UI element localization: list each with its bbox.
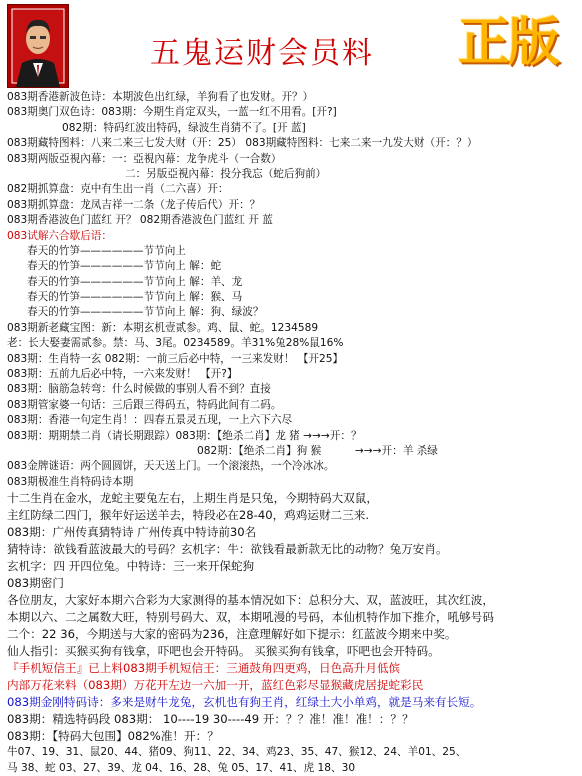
line-brain-teaser: 083期：脑筋急转弯：什么时候做的事别人看不到？直接 xyxy=(7,383,271,396)
line-big-surround: 083期：【特码大包围】082%准！开：？ xyxy=(7,729,219,744)
line-zodiac-special-083b: 083期：五前九后必中特，一六来发财！ 【开?】 xyxy=(7,368,238,381)
line-friends-2: 本期以六、二之属数大旺，特别号码大、双，本期吼漫的号码，本仙机特作加下推介，吼够号码 xyxy=(7,610,494,625)
line-abacus-082: 082期抓算盘：克中有生出一肖（二六喜）开： xyxy=(7,183,229,196)
line-treasure-map-old: 老：长大娶妻需贰参。禁：马、3尾。0234589。羊31%兔28%鼠16% xyxy=(7,337,344,350)
line-hidden-special-chart: 083期藏特图料：八来二来三七发大财（开：25） 083期藏特图料：七来二来一九发大财（开：？） xyxy=(7,137,478,150)
line-bamboo-4: 春天的竹笋——————节节向上 解：猴、马 xyxy=(27,291,243,304)
content-lines xyxy=(7,90,577,776)
page-title: 五鬼运财会员料 xyxy=(150,36,374,71)
portrait-photo xyxy=(7,4,69,88)
line-treasure-map-new: 083期新老藏宝图：新：本期玄机壹贰参。鸡、鼠、蛇。1234589 xyxy=(7,321,319,334)
line-numbers-1: 牛07、19、31、鼠20、44、猪09、狗11、22、34、鸡23、35、47、猴12、24、羊01、25、 xyxy=(7,746,467,759)
header xyxy=(0,0,582,88)
line-immortal-guide: 仙人指引：买猴买狗有钱拿，吓吧也会开特码。 买猴买狗有钱拿，吓吧也会开特码。 xyxy=(7,644,440,659)
line-guess-poem: 猜特诗：欲钱看蓝波最大的号码？玄机字：牛：欲钱看最新款无比的动物？兔万安肖。 xyxy=(7,542,448,557)
line-bamboo-5: 春天的竹笋——————节节向上 解：狗、绿波？ xyxy=(27,306,264,319)
line-riddle-heading: 083试解六合歇后语： xyxy=(7,229,112,242)
authentic-stamp: 正版 xyxy=(458,13,559,73)
line-hk-wave-color-poem: 083期香港新波色诗：本期波色出红绿，羊狗看了也发财。开？） xyxy=(7,91,314,103)
line-bamboo-3: 春天的竹笋——————节节向上 解：羊、龙 xyxy=(27,275,243,288)
line-macau-double-color-poem: 083期奥门双色诗：083期：今期生肖定双头，一蓝一红不用看。[开?] xyxy=(7,106,337,119)
line-mystery-word: 玄机字：四 开四位兔。中特诗：三一来开保蛇狗 xyxy=(7,559,255,574)
line-hk-wave-gate: 083期香港波色门蓝红 开？ 082期香港波色门蓝红 开 蓝 xyxy=(7,214,273,227)
line-zodiac-poem-heading: 083期极准生肖特码诗本期 xyxy=(7,475,134,488)
line-housekeeper: 083期管家婆一句话：三后跟三得码五，特码此间有二码。 xyxy=(7,398,282,411)
line-bamboo-1: 春天的竹笋——————节节向上 xyxy=(27,244,186,257)
line-zodiac-poem-2: 主红防绿二四门，猴年好运送羊去，特段必在28-40，鸡鸡运财二三来. xyxy=(7,508,370,523)
line-bamboo-2: 春天的竹笋——————节节向上 解：蛇 xyxy=(27,260,222,273)
line-abacus-083: 083期抓算盘：龙凤吉祥一二条（龙子传后代）开：？ xyxy=(7,198,261,211)
line-guangzhou-fax: 083期：广州传真猜特诗 广州传真中特诗前30名 xyxy=(7,525,257,540)
line-friends-1: 各位朋友，大家好本期六合彩为大家测得的基本情况如下：总积分大、双，蓝波旺，其次红波， xyxy=(7,593,494,608)
line-secret-gate: 083期密门 xyxy=(7,576,64,591)
line-zodiac-special-083: 083期：生肖特一玄 082期：一前三后必中特，一三来发财！ 【开25】 xyxy=(7,352,344,365)
line-ban-two-082 xyxy=(7,444,577,459)
line-atv-inside-2: 二：另版亞視內幕：投分我忘（蛇后狗前） xyxy=(125,167,327,180)
ban-two-082-text: 082期：【绝杀二肖】狗 猴 →→→开：羊 杀绿 xyxy=(197,444,438,457)
line-numbers-2: 马 38、蛇 03、27、39、龙 04、16、28、兔 05、17、41、虎 18、30 xyxy=(7,761,356,774)
line-selected-range: 083期：精选特码段 083期： 10----19 30----49 开：？？准！准！准！：？？ xyxy=(7,712,414,727)
line-ban-two-083: 083期：期期禁二肖（请长期跟踪）083期：【绝杀二肖】龙 猪 →→→开：？ xyxy=(7,429,362,442)
line-hk-one-sentence: 083期：香港一句定生肖！：四春五景灵五现，一上六下六尽 xyxy=(7,414,293,427)
line-zodiac-poem-1: 十二生肖在金水，龙蛇主要兔左右，上期生肖是只兔，今期特码大双鼠， xyxy=(7,491,379,506)
line-friends-3: 二个：22 36，今期送与大家的密码为236，注意理解好如下提示：红蓝波今期来中奖。 xyxy=(7,627,457,642)
line-082-special-code: 082期：特码红波出特码，绿波生肖猜不了。[开 蓝] xyxy=(62,121,306,134)
line-sms-king: 『手机短信王』已上料083期手机短信王：三通鼓角四更鸡，日色高升月低傧 xyxy=(7,661,401,676)
line-atv-inside-1: 083期两版亞視內幕：一：亞視內幕：龙争虎斗（一合数） xyxy=(7,152,282,165)
line-diamond-poem: 083期金刚特码诗：多来是财牛龙兔，玄机也有狗王肖，红绿土大小单鸡，就是马来有长短。 xyxy=(7,695,482,710)
line-gold-riddle: 083金牌谜语：两个圆圆饼，天天送上门。一个滚滚热，一个冷冰冰。 xyxy=(7,460,335,473)
line-wanhua: 内部万花来料（083期）万花开左边一六加一开，蓝红色彩尽显猴藏虎居捉蛇彩民 xyxy=(7,678,424,693)
